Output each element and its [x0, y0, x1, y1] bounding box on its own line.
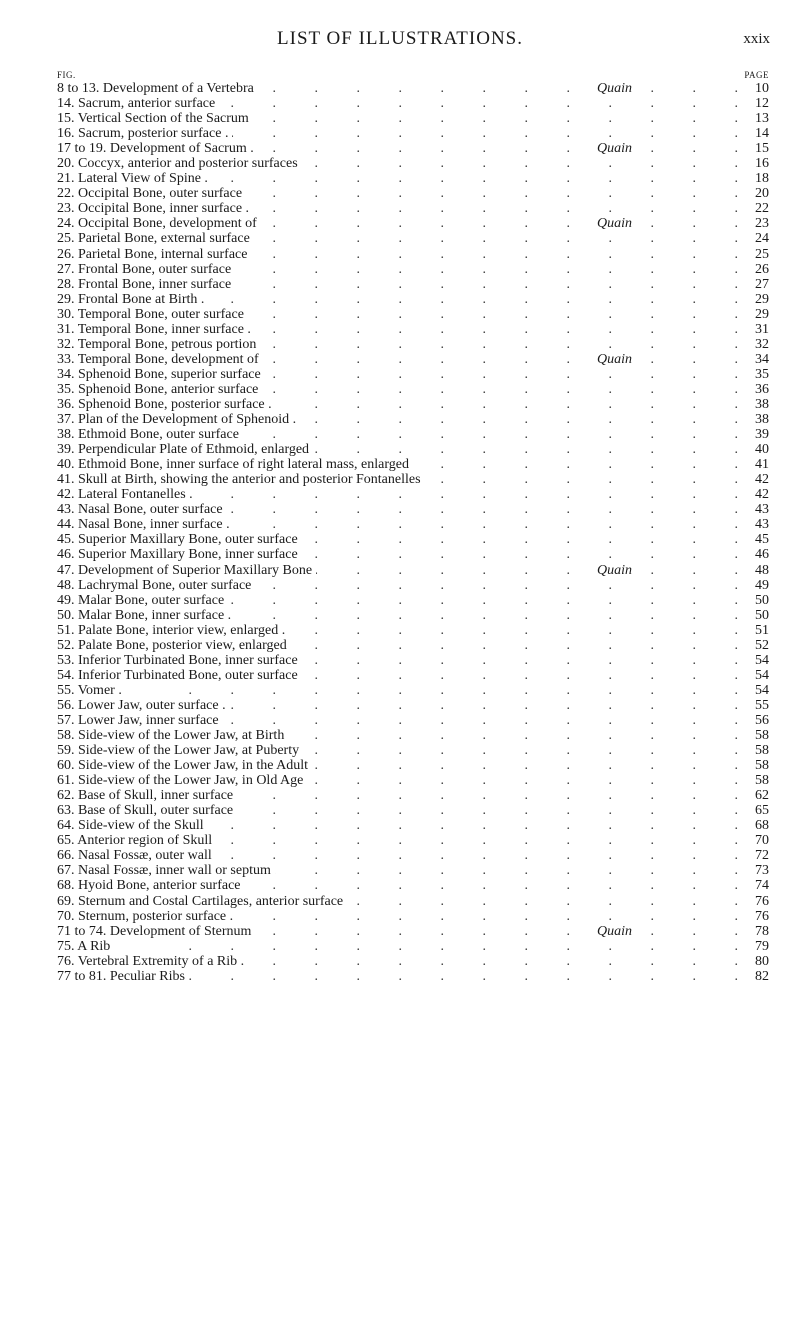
list-item — [0, 141, 800, 156]
entry-label: 28. Frontal Bone, inner surface — [57, 277, 235, 292]
entry-page-number: 51 — [755, 622, 769, 638]
page-column-header: PAGE — [744, 70, 769, 80]
list-item — [0, 352, 800, 367]
entry-page-number: 27 — [755, 276, 769, 292]
list-item — [0, 818, 800, 833]
entry-page-number: 50 — [755, 592, 769, 608]
entry-page-number: 80 — [755, 953, 769, 969]
entry-page-number: 78 — [755, 923, 769, 939]
list-item — [0, 322, 800, 337]
list-item — [0, 397, 800, 412]
entry-page-number: 68 — [755, 818, 769, 834]
list-item — [0, 848, 800, 863]
running-head — [0, 28, 800, 52]
entry-page-number: 34 — [755, 351, 769, 367]
list-item — [0, 156, 800, 171]
dot-leader — [57, 939, 738, 954]
entry-page-number: 58 — [755, 773, 769, 789]
entry-label: 38. Ethmoid Bone, outer surface — [57, 427, 243, 442]
entry-label: 29. Frontal Bone at Birth . — [57, 292, 208, 307]
entry-label: 40. Ethmoid Bone, inner surface of right lateral mass, enlarged — [57, 457, 413, 472]
entry-page-number: 82 — [755, 968, 769, 984]
entry-label: 55. Vomer . — [57, 683, 126, 698]
entry-page-number: 48 — [755, 562, 769, 578]
entry-page-number: 72 — [755, 848, 769, 864]
entry-label: 48. Lachrymal Bone, outer surface — [57, 578, 255, 593]
entry-page-number: 41 — [755, 457, 769, 473]
entry-page-number: 62 — [755, 788, 769, 804]
list-item — [0, 96, 800, 111]
list-item — [0, 773, 800, 788]
entry-label: 76. Vertebral Extremity of a Rib . — [57, 954, 248, 969]
entry-label: 68. Hyoid Bone, anterior surface — [57, 878, 245, 893]
entry-page-number: 15 — [755, 141, 769, 157]
illustration-list — [0, 81, 800, 984]
entry-label: 27. Frontal Bone, outer surface — [57, 262, 235, 277]
entry-label: 16. Sacrum, posterior surface . — [57, 126, 232, 141]
list-item — [0, 337, 800, 352]
list-item — [0, 743, 800, 758]
list-item — [0, 367, 800, 382]
entry-source: Quain — [594, 216, 635, 231]
entry-source: Quain — [594, 352, 635, 367]
entry-page-number: 43 — [755, 517, 769, 533]
entry-page-number: 58 — [755, 758, 769, 774]
entry-page-number: 42 — [755, 472, 769, 488]
entry-page-number: 43 — [755, 502, 769, 518]
list-item — [0, 457, 800, 472]
entry-label: 39. Perpendicular Plate of Ethmoid, enlarged — [57, 442, 313, 457]
entry-page-number: 79 — [755, 938, 769, 954]
entry-page-number: 74 — [755, 878, 769, 894]
entry-label: 57. Lower Jaw, inner surface — [57, 713, 223, 728]
list-item — [0, 593, 800, 608]
entry-label: 37. Plan of the Development of Sphenoid . — [57, 412, 300, 427]
entry-page-number: 40 — [755, 442, 769, 458]
entry-label: 25. Parietal Bone, external surface — [57, 231, 254, 246]
entry-page-number: 45 — [755, 532, 769, 548]
entry-page-number: 16 — [755, 156, 769, 172]
entry-label: 31. Temporal Bone, inner surface . — [57, 322, 255, 337]
entry-label: 52. Palate Bone, posterior view, enlarged — [57, 638, 291, 653]
list-item — [0, 487, 800, 502]
list-item — [0, 698, 800, 713]
entry-page-number: 32 — [755, 336, 769, 352]
entry-label: 30. Temporal Bone, outer surface — [57, 307, 248, 322]
list-item — [0, 412, 800, 427]
list-item — [0, 939, 800, 954]
entry-label: 66. Nasal Fossæ, outer wall — [57, 848, 216, 863]
entry-source: Quain — [594, 563, 635, 578]
list-item — [0, 653, 800, 668]
entry-label: 20. Coccyx, anterior and posterior surfaces — [57, 156, 302, 171]
entry-page-number: 55 — [755, 697, 769, 713]
entry-label: 42. Lateral Fontanelles . — [57, 487, 197, 502]
entry-label: 59. Side-view of the Lower Jaw, at Puberty — [57, 743, 303, 758]
entry-page-number: 49 — [755, 577, 769, 593]
list-item — [0, 81, 800, 96]
entry-page-number: 38 — [755, 412, 769, 428]
entry-label: 50. Malar Bone, inner surface . — [57, 608, 235, 623]
entry-label: 32. Temporal Bone, petrous portion — [57, 337, 260, 352]
dot-leader — [57, 683, 738, 698]
page-number: xxix — [743, 31, 770, 47]
entry-label: 15. Vertical Section of the Sacrum — [57, 111, 253, 126]
list-item — [0, 563, 800, 578]
entry-page-number: 13 — [755, 111, 769, 127]
list-item — [0, 111, 800, 126]
entry-page-number: 24 — [755, 231, 769, 247]
entry-label: 60. Side-view of the Lower Jaw, in the Adult — [57, 758, 312, 773]
entry-label: 69. Sternum and Costal Cartilages, anterior surface — [57, 894, 347, 909]
list-item — [0, 262, 800, 277]
list-item — [0, 608, 800, 623]
entry-label: 63. Base of Skull, outer surface — [57, 803, 237, 818]
entry-page-number: 26 — [755, 261, 769, 277]
entry-label: 22. Occipital Bone, outer surface — [57, 186, 246, 201]
entry-label: 41. Skull at Birth, showing the anterior and posterior Fontanelles — [57, 472, 425, 487]
list-item — [0, 502, 800, 517]
entry-label: 26. Parietal Bone, internal surface — [57, 247, 251, 262]
list-item — [0, 382, 800, 397]
entry-page-number: 54 — [755, 667, 769, 683]
entry-page-number: 52 — [755, 637, 769, 653]
list-item — [0, 668, 800, 683]
entry-label: 56. Lower Jaw, outer surface . — [57, 698, 230, 713]
list-item — [0, 427, 800, 442]
entry-page-number: 73 — [755, 863, 769, 879]
list-item — [0, 231, 800, 246]
entry-label: 54. Inferior Turbinated Bone, outer surface — [57, 668, 302, 683]
list-item — [0, 292, 800, 307]
list-item — [0, 547, 800, 562]
entry-label: 35. Sphenoid Bone, anterior surface — [57, 382, 262, 397]
entry-label: 34. Sphenoid Bone, superior surface — [57, 367, 265, 382]
entry-label: 14. Sacrum, anterior surface — [57, 96, 219, 111]
entry-page-number: 35 — [755, 366, 769, 382]
entry-page-number: 23 — [755, 216, 769, 232]
list-item — [0, 247, 800, 262]
entry-page-number: 46 — [755, 547, 769, 563]
entry-label: 64. Side-view of the Skull — [57, 818, 208, 833]
entry-page-number: 14 — [755, 126, 769, 142]
entry-page-number: 12 — [755, 96, 769, 112]
entry-label: 23. Occipital Bone, inner surface . — [57, 201, 253, 216]
entry-page-number: 76 — [755, 893, 769, 909]
entry-label: 47. Development of Superior Maxillary Bone — [57, 563, 316, 578]
entry-label: 77 to 81. Peculiar Ribs — [57, 969, 189, 984]
list-item — [0, 894, 800, 909]
entry-page-number: 36 — [755, 381, 769, 397]
entry-page-number: 42 — [755, 487, 769, 503]
list-item — [0, 216, 800, 231]
entry-page-number: 58 — [755, 743, 769, 759]
entry-label: 51. Palate Bone, interior view, enlarged . — [57, 623, 289, 638]
entry-label: 65. Anterior region of Skull — [57, 833, 216, 848]
entry-label: 75. A Rib — [57, 939, 114, 954]
entry-source: Quain — [594, 81, 635, 96]
list-item — [0, 878, 800, 893]
entry-label: 43. Nasal Bone, outer surface — [57, 502, 227, 517]
list-item — [0, 758, 800, 773]
list-item — [0, 578, 800, 593]
entry-label: 70. Sternum, posterior surface . — [57, 909, 237, 924]
list-item — [0, 713, 800, 728]
entry-label: 53. Inferior Turbinated Bone, inner surface — [57, 653, 302, 668]
list-item — [0, 277, 800, 292]
list-item — [0, 517, 800, 532]
entry-page-number: 76 — [755, 908, 769, 924]
entry-page-number: 10 — [755, 81, 769, 96]
entry-label: 8 to 13. Development of a Vertebra — [57, 81, 258, 96]
entry-label: 46. Superior Maxillary Bone, inner surface — [57, 547, 302, 562]
list-item — [0, 307, 800, 322]
list-item — [0, 171, 800, 186]
entry-label: 62. Base of Skull, inner surface — [57, 788, 237, 803]
entry-label: 24. Occipital Bone, development of — [57, 216, 261, 231]
entry-page-number: 18 — [755, 171, 769, 187]
entry-page-number: 31 — [755, 321, 769, 337]
entry-page-number: 25 — [755, 246, 769, 262]
list-item — [0, 969, 800, 984]
list-item — [0, 442, 800, 457]
entry-label: 71 to 74. Development of Sternum — [57, 924, 255, 939]
entry-page-number: 39 — [755, 427, 769, 443]
entry-label: 33. Temporal Bone, development of — [57, 352, 263, 367]
entry-page-number: 22 — [755, 201, 769, 217]
list-item — [0, 472, 800, 487]
entry-label: 44. Nasal Bone, inner surface . — [57, 517, 234, 532]
list-item — [0, 532, 800, 547]
entry-page-number: 29 — [755, 291, 769, 307]
list-item — [0, 833, 800, 848]
list-item — [0, 803, 800, 818]
entry-label: 58. Side-view of the Lower Jaw, at Birth — [57, 728, 288, 743]
entry-label: 45. Superior Maxillary Bone, outer surface — [57, 532, 302, 547]
entry-page-number: 65 — [755, 803, 769, 819]
entry-label: 61. Side-view of the Lower Jaw, in Old Age — [57, 773, 307, 788]
entry-page-number: 38 — [755, 396, 769, 412]
page-title: LIST OF ILLUSTRATIONS. — [277, 28, 523, 49]
entry-page-number: 50 — [755, 607, 769, 623]
entry-page-number: 20 — [755, 186, 769, 202]
entry-label: 21. Lateral View of Spine . — [57, 171, 212, 186]
entry-label: 17 to 19. Development of Sacrum . — [57, 141, 258, 156]
list-item — [0, 201, 800, 216]
entry-label: 67. Nasal Fossæ, inner wall or septum — [57, 863, 275, 878]
entry-page-number: 70 — [755, 833, 769, 849]
entry-page-number: 29 — [755, 306, 769, 322]
list-item — [0, 863, 800, 878]
entry-page-number: 56 — [755, 712, 769, 728]
list-item — [0, 909, 800, 924]
entry-page-number: 54 — [755, 682, 769, 698]
list-item — [0, 788, 800, 803]
entry-label: 49. Malar Bone, outer surface — [57, 593, 228, 608]
fig-column-header: FIG. — [57, 70, 76, 80]
list-item — [0, 126, 800, 141]
list-item — [0, 683, 800, 698]
list-item — [0, 638, 800, 653]
entry-source: Quain — [594, 141, 635, 156]
list-item — [0, 623, 800, 638]
list-item — [0, 728, 800, 743]
entry-source: Quain — [594, 924, 635, 939]
entry-page-number: 54 — [755, 652, 769, 668]
list-item — [0, 186, 800, 201]
entry-label: 36. Sphenoid Bone, posterior surface . — [57, 397, 276, 412]
list-item — [0, 924, 800, 939]
list-item — [0, 954, 800, 969]
entry-page-number: 58 — [755, 728, 769, 744]
